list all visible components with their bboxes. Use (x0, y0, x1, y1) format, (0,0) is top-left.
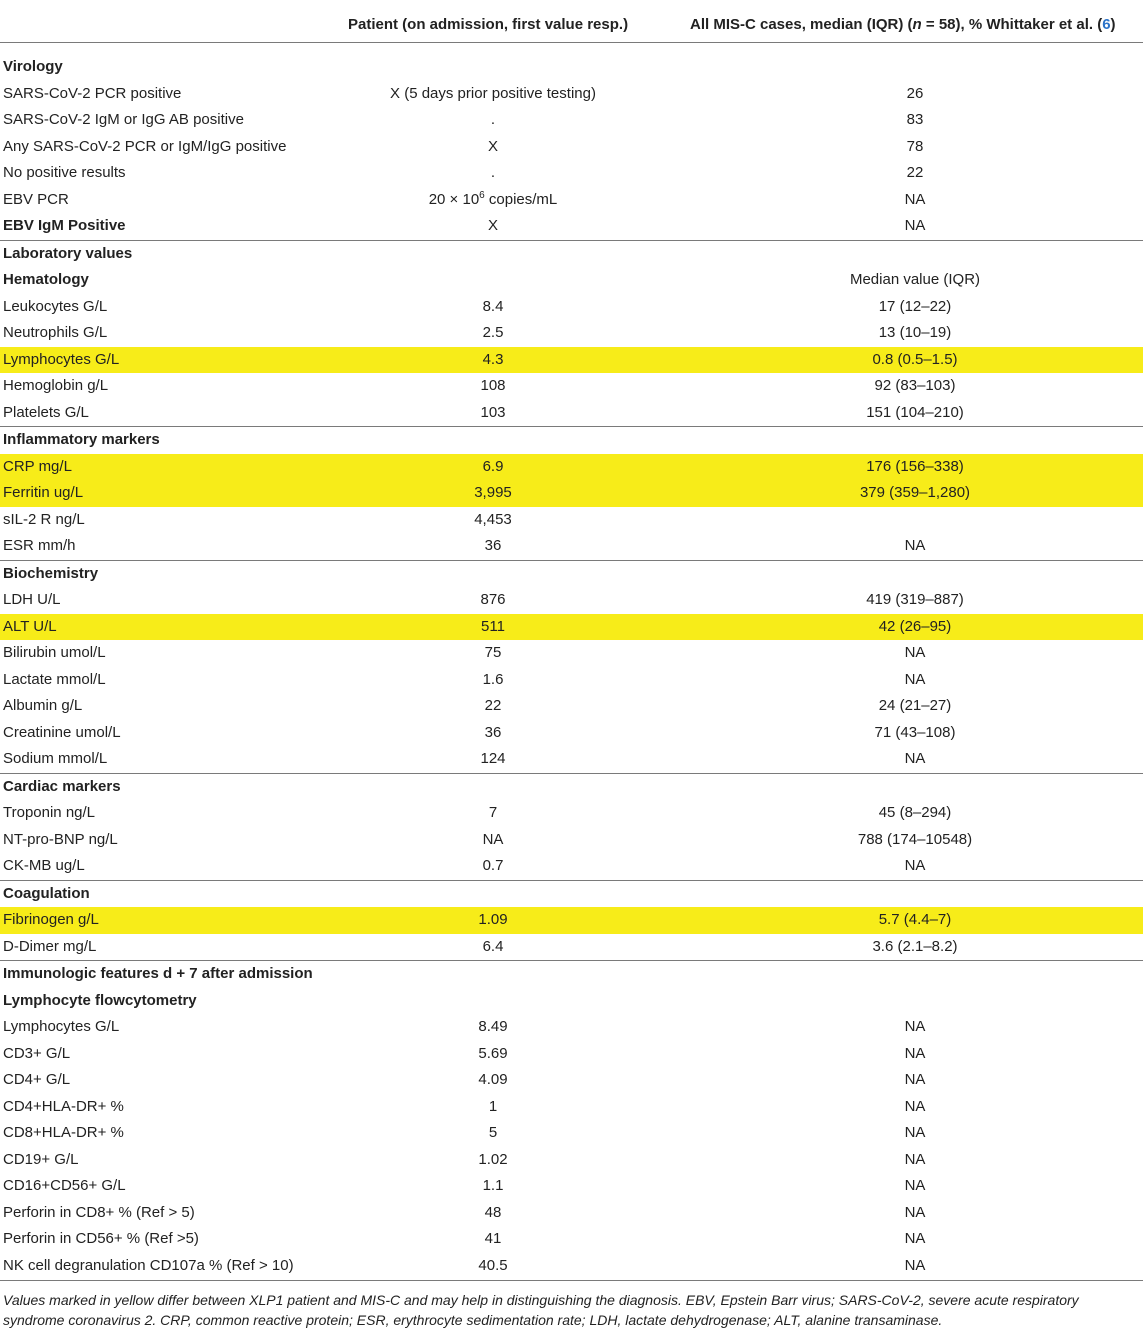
patient-value: 0.7 (482, 857, 504, 874)
misc-value: NA (904, 857, 926, 874)
patient-value: 6.9 (482, 457, 504, 475)
table-row (0, 1094, 1143, 1121)
section-row (0, 427, 1143, 454)
table-row (0, 1253, 1143, 1280)
header-misc-prefix: All MIS-C cases, median (IQR) ( (690, 16, 913, 33)
table-row (0, 454, 1143, 481)
header-misc-suffix: ) (1110, 16, 1116, 33)
patient-value: 2.5 (482, 324, 504, 341)
patient-value: X (487, 217, 498, 234)
patient-value: $20 \times 10^6$ copies/mL (428, 189, 558, 208)
row-label: Lymphocytes G/L (3, 1018, 120, 1035)
patient-value: 511 (481, 617, 505, 635)
row-label: Ferritin ug/L (3, 484, 84, 501)
row-label: Bilirubin umol/L (3, 644, 106, 661)
patient-value: 8.49 (478, 1018, 508, 1035)
table-row (0, 187, 1143, 214)
misc-value: NA (904, 217, 926, 234)
row-label: CD4+HLA-DR+ % (3, 1097, 124, 1115)
table-row (0, 347, 1143, 374)
row-label: Albumin g/L (3, 697, 83, 714)
header-misc-mid: = 58), % Whittaker et al. ( (921, 16, 1103, 33)
table-row (0, 614, 1143, 641)
row-label: Leukocytes G/L (3, 297, 108, 315)
row-label: CD4+ G/L (3, 1071, 71, 1088)
table-row (0, 746, 1143, 774)
table-row (0, 1226, 1143, 1253)
row-label: Creatinine umol/L (3, 723, 121, 741)
table-row (0, 533, 1143, 561)
row-label: ESR mm/h (3, 537, 76, 554)
patient-value: X (487, 137, 498, 155)
patient-value: 48 (484, 1203, 502, 1221)
misc-value: 788 (174–10548) (857, 830, 973, 848)
section-row (0, 241, 1143, 268)
table-row (0, 294, 1143, 321)
section-row (0, 774, 1143, 801)
misc-value: 13 (10–19) (878, 324, 952, 341)
row-label: SARS-CoV-2 IgM or IgG AB positive (3, 111, 244, 128)
row-label: NT-pro-BNP ng/L (3, 830, 118, 848)
section-heading: Hematology (3, 271, 89, 288)
table-row (0, 134, 1143, 161)
row-label: ALT U/L (3, 617, 57, 635)
patient-value: 1.6 (482, 670, 504, 688)
patient-value: 41 (484, 1230, 502, 1247)
row-label: EBV PCR (3, 190, 69, 208)
misc-value: 419 (319–887) (866, 591, 964, 608)
patient-value: 75 (484, 644, 502, 661)
section-row (0, 988, 1143, 1015)
row-label: Neutrophils G/L (3, 324, 108, 341)
misc-value: 17 (12–22) (878, 297, 952, 315)
section-row (0, 267, 1143, 294)
section-row (0, 881, 1143, 908)
patient-value: 1 (488, 1097, 498, 1115)
patient-value: NA (482, 830, 504, 848)
table-row (0, 587, 1143, 614)
misc-value: NA (904, 1177, 926, 1194)
header-patient: Patient (on admission, first value resp.) (348, 16, 629, 33)
misc-value: 71 (43–108) (874, 723, 956, 741)
table-row (0, 667, 1143, 694)
row-label: CD19+ G/L (3, 1150, 79, 1168)
misc-value: 3.6 (2.1–8.2) (872, 937, 958, 955)
misc-value: 83 (906, 111, 924, 128)
misc-value: NA (904, 190, 926, 208)
misc-value: 22 (906, 164, 924, 181)
row-label: Perforin in CD56+ % (Ref >5) (3, 1230, 199, 1247)
header-misc (690, 16, 1116, 33)
misc-value: Median value (IQR) (849, 271, 981, 288)
table-row (0, 107, 1143, 134)
section-heading: Immunologic features d + 7 after admission (3, 965, 313, 982)
misc-value: NA (904, 1018, 926, 1035)
row-label: SARS-CoV-2 PCR positive (3, 84, 182, 102)
misc-value: NA (904, 1097, 926, 1115)
table-header (0, 6, 1143, 43)
patient-value: 4.09 (478, 1071, 508, 1088)
patient-value: 1.02 (478, 1150, 508, 1168)
row-label: CD3+ G/L (3, 1044, 71, 1062)
table-row (0, 373, 1143, 400)
table-row (0, 1041, 1143, 1068)
row-label: NK cell degranulation CD107a % (Ref > 10) (3, 1256, 294, 1274)
misc-value: 42 (26–95) (878, 617, 952, 635)
patient-value: 40.5 (478, 1256, 508, 1274)
table-row (0, 160, 1143, 187)
patient-value: 876 (480, 591, 506, 608)
patient-value: 36 (484, 537, 502, 554)
table-footnote: Values marked in yellow differ between XLP1 patient and MIS-C and may help in distinguishing the diagnosis. EBV, Epstein Barr virus; SARS-CoV-2, severe acute respiratory syndrome coronavirus 2. CRP, common reactive protein; ESR, erythrocyte sedimentation rate; LDH, lactate dehydrogenase; ALT, alanine transaminase. (3, 1292, 1079, 1328)
table-row (0, 1067, 1143, 1094)
misc-value: 176 (156–338) (866, 457, 964, 475)
patient-value: 1.1 (482, 1177, 504, 1194)
row-label: Lactate mmol/L (3, 670, 106, 688)
row-label: LDH U/L (3, 591, 61, 608)
misc-value: NA (904, 1150, 926, 1168)
row-label: sIL-2 R ng/L (3, 510, 85, 528)
patient-value: 124 (480, 750, 506, 767)
table-row (0, 1147, 1143, 1174)
misc-value: 78 (906, 137, 924, 155)
table-row (0, 213, 1143, 241)
table-row (0, 480, 1143, 507)
section-heading: Cardiac markers (3, 777, 121, 795)
misc-value: NA (904, 1071, 926, 1088)
row-label: CD16+CD56+ G/L (3, 1177, 126, 1194)
section-row (0, 561, 1143, 588)
section-heading: Lymphocyte flowcytometry (3, 991, 197, 1009)
table-row (0, 853, 1143, 881)
patient-value: 22 (484, 697, 502, 714)
patient-value: X (5 days prior positive testing) (390, 84, 596, 102)
row-label: No positive results (3, 164, 126, 181)
row-label: Lymphocytes G/L (3, 350, 120, 368)
table-row (0, 934, 1143, 962)
header-misc-n: n (912, 16, 922, 33)
patient-value: 5 (488, 1124, 498, 1141)
section-heading: Coagulation (3, 884, 90, 902)
misc-value: NA (904, 1230, 926, 1247)
section-heading: Laboratory values (3, 244, 133, 262)
row-label: CRP mg/L (3, 457, 72, 475)
row-label: Platelets G/L (3, 403, 89, 421)
table-row (0, 1200, 1143, 1227)
patient-value: 3,995 (474, 484, 512, 501)
misc-value: NA (904, 670, 926, 688)
section-heading: Virology (3, 58, 63, 75)
section-heading: Biochemistry (3, 564, 99, 582)
misc-value: NA (904, 1044, 926, 1062)
table-body (0, 54, 1143, 1279)
misc-value: NA (904, 750, 926, 767)
patient-value: . (490, 111, 496, 128)
row-label: D-Dimer mg/L (3, 937, 97, 955)
misc-value: 92 (83–103) (874, 377, 956, 394)
table-row (0, 827, 1143, 854)
row-label: Any SARS-CoV-2 PCR or IgM/IgG positive (3, 137, 287, 155)
footnote-divider (0, 1280, 1143, 1281)
misc-value: 0.8 (0.5–1.5) (872, 350, 958, 368)
patient-value: 4.3 (482, 350, 504, 368)
reference-link[interactable]: 6 (1102, 16, 1111, 33)
misc-value: 151 (104–210) (866, 403, 964, 421)
table-row (0, 1014, 1143, 1041)
table-row (0, 1173, 1143, 1200)
section-row (0, 961, 1143, 988)
table-row (0, 81, 1143, 108)
table-row (0, 640, 1143, 667)
misc-value: 26 (906, 84, 924, 102)
row-label: Sodium mmol/L (3, 750, 108, 767)
misc-value: NA (904, 1203, 926, 1221)
misc-value: NA (904, 537, 926, 554)
patient-value: 103 (480, 403, 506, 421)
row-label: Perforin in CD8+ % (Ref > 5) (3, 1203, 195, 1221)
misc-value: 379 (359–1,280) (859, 484, 971, 501)
table-row (0, 800, 1143, 827)
patient-value: 36 (484, 723, 502, 741)
row-label: CD8+HLA-DR+ % (3, 1124, 124, 1141)
patient-value: 6.4 (482, 937, 504, 955)
row-label: Troponin ng/L (3, 804, 96, 821)
patient-value: . (490, 164, 496, 181)
patient-value: 1.09 (478, 911, 508, 928)
misc-value: NA (904, 644, 926, 661)
patient-value: 5.69 (478, 1044, 508, 1062)
table-row (0, 1120, 1143, 1147)
table-row (0, 907, 1143, 934)
table-row (0, 720, 1143, 747)
misc-value: NA (904, 1256, 926, 1274)
row-label: Fibrinogen g/L (3, 911, 99, 928)
patient-value: 7 (488, 804, 498, 821)
table-row (0, 320, 1143, 347)
section-row (0, 54, 1143, 81)
row-label: Hemoglobin g/L (3, 377, 109, 394)
row-label: CK-MB ug/L (3, 857, 85, 874)
table-row (0, 400, 1143, 428)
section-heading: Inflammatory markers (3, 431, 160, 448)
patient-value: 4,453 (474, 510, 512, 528)
misc-value: 45 (8–294) (878, 804, 952, 821)
row-label: EBV IgM Positive (3, 217, 126, 234)
misc-value: 24 (21–27) (878, 697, 952, 714)
patient-value: 8.4 (482, 297, 504, 315)
patient-value: 108 (480, 377, 506, 394)
table-row (0, 507, 1143, 534)
misc-value: 5.7 (4.4–7) (878, 911, 952, 928)
misc-value: NA (904, 1124, 926, 1141)
table-row (0, 693, 1143, 720)
